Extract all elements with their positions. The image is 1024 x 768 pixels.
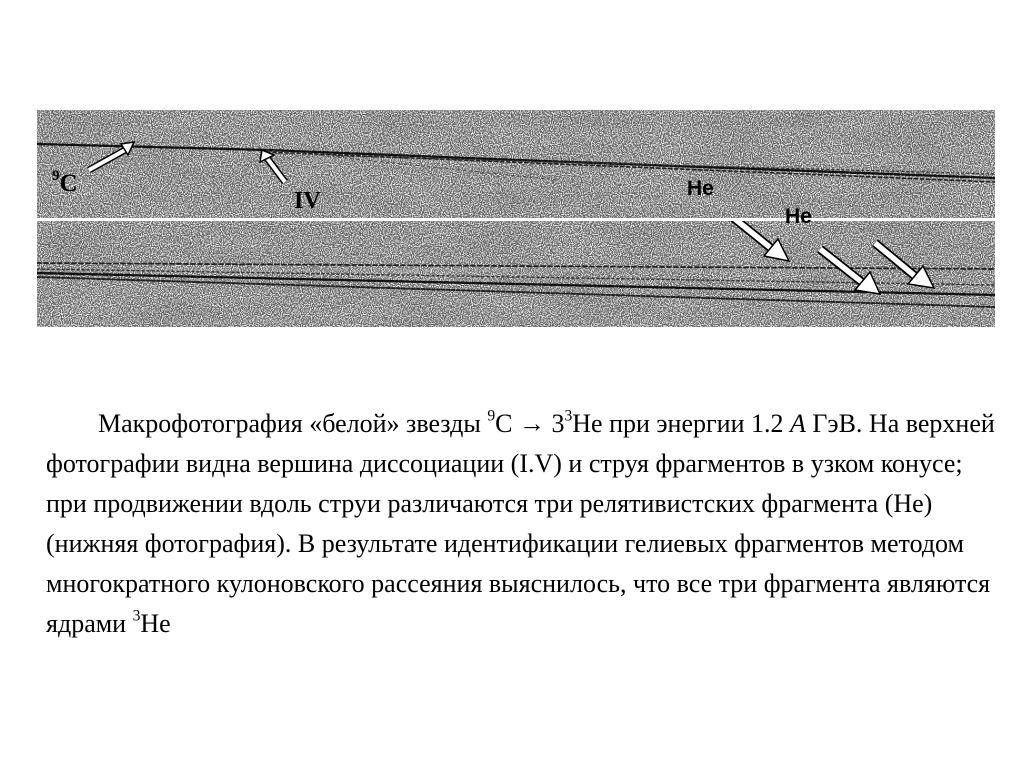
- vertex-label: IV: [294, 188, 321, 214]
- bottom-emulsion-photo: [37, 221, 995, 327]
- carbon-nucleus-label: $^9$C: [52, 167, 78, 197]
- top-photo-image: [37, 110, 995, 218]
- bottom-photo-image: [37, 221, 995, 327]
- figure-caption: Макрофотография «белой» звезды $^9C \to 3^3He$ при энергии 1.2 A ГэВ. На верхней фотографии видна вершина диссоциации (I.V) и струя фрагментов в узком конусе; при продвижении вдоль струи различаются три релятивистских фрагмента (He) (нижняя фотография). В результате идентификации гелиевых фрагментов методом многократного кулоновского рассеяния выяснилось, что все три фрагмента являются ядрами $^3$He: [46, 407, 995, 638]
- helium-fragment-label-2: He: [785, 205, 812, 228]
- helium-fragment-label-1: He: [687, 177, 714, 200]
- top-emulsion-photo: [37, 110, 995, 218]
